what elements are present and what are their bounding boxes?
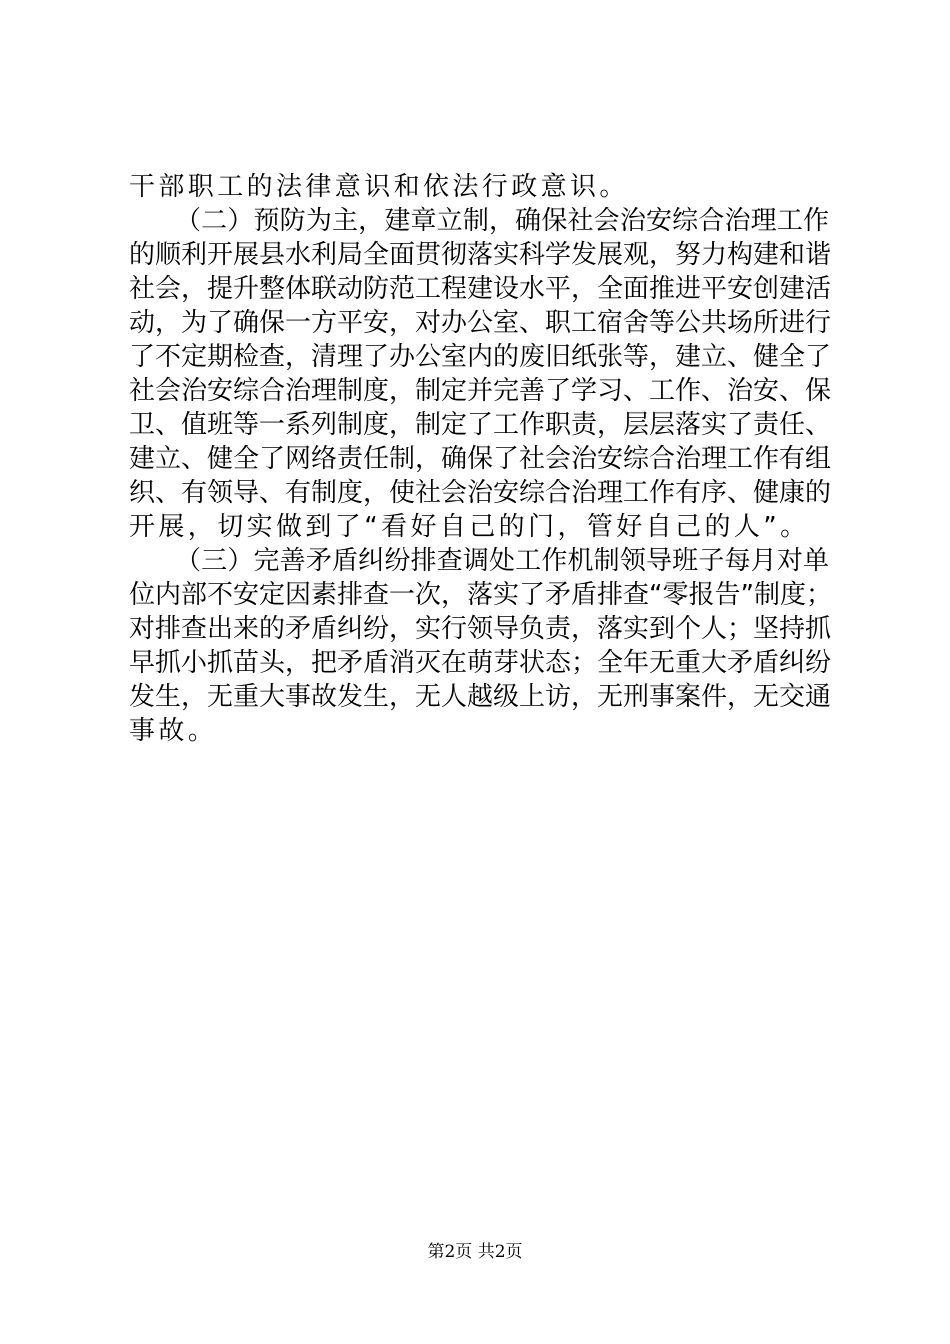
paragraph-line: （二）预防为主，建章立制，确保社会治安综合治理工作 bbox=[175, 206, 829, 236]
paragraph-line: 的顺利开展县水利局全面贯彻落实科学发展观，努力构建和谐 bbox=[129, 240, 832, 270]
paragraph-line: 位内部不安定因素排查一次，落实了矛盾排查“零报告”制度； bbox=[129, 580, 832, 610]
paragraph-line: （三）完善矛盾纠纷排查调处工作机制领导班子每月对单 bbox=[175, 546, 829, 576]
paragraph-line: 动，为了确保一方平安，对办公室、职工宿舍等公共场所进行 bbox=[129, 308, 832, 338]
paragraph-line: 早抓小抓苗头，把矛盾消灭在萌芽状态；全年无重大矛盾纠纷 bbox=[129, 648, 832, 678]
page-number-footer: 第2页 共2页 bbox=[427, 1242, 523, 1262]
paragraph-line: 了不定期检查，清理了办公室内的废旧纸张等，建立、健全了 bbox=[129, 342, 832, 372]
paragraph-line: 建立、健全了网络责任制，确保了社会治安综合治理工作有组 bbox=[129, 444, 832, 474]
paragraph-line: 卫、值班等一系列制度，制定了工作职责，层层落实了责任、 bbox=[129, 410, 832, 440]
paragraph-line: 对排查出来的矛盾纠纷，实行领导负责，落实到个人；坚持抓 bbox=[129, 614, 832, 644]
paragraph-line: 织、有领导、有制度，使社会治安综合治理工作有序、健康的 bbox=[129, 478, 832, 508]
paragraph-line: 发生，无重大事故发生，无人越级上访，无刑事案件，无交通 bbox=[129, 682, 832, 712]
paragraph-line: 社会，提升整体联动防范工程建设水平，全面推进平安创建活 bbox=[129, 274, 832, 304]
paragraph-line: 事故。 bbox=[129, 716, 218, 746]
paragraph-line: 社会治安综合治理制度，制定并完善了学习、工作、治安、保 bbox=[129, 376, 832, 406]
paragraph-line: 开展，切实做到了“看好自己的门，管好自己的人”。 bbox=[129, 512, 810, 542]
paragraph-line: 干部职工的法律意识和依法行政意识。 bbox=[129, 172, 629, 202]
